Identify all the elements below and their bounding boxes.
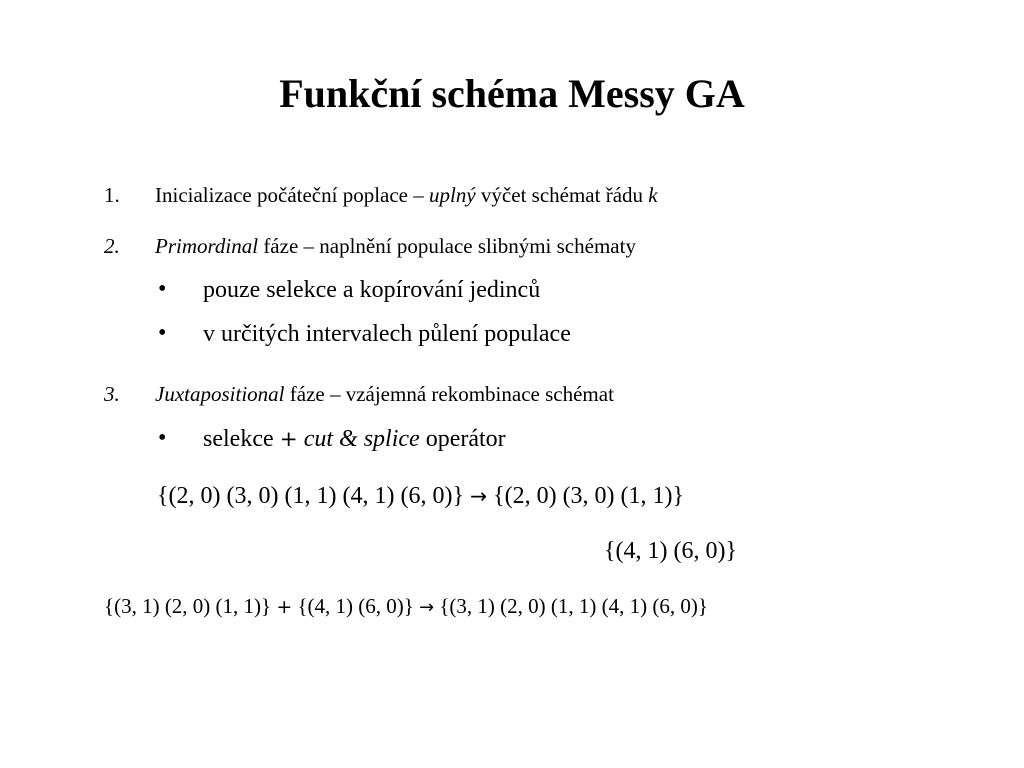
item-1-text-b: uplný [429,183,476,207]
formula-3-c: {(3, 1) (2, 0) (1, 1) (4, 1) (6, 0)} [434,594,708,618]
item-2-text [155,234,636,259]
bullet-item [203,425,506,454]
formula-1-left: {(2, 0) (3, 0) (1, 1) (4, 1) (6, 0)} [157,483,470,509]
item-number-1: 1. [104,183,120,207]
slide-title: Funkční schéma Messy GA [279,71,745,116]
bullet-marker: • [158,320,167,346]
bullet-text-a: selekce [203,426,280,452]
formula-3-a: {(3, 1) (2, 0) (1, 1)} [104,594,277,618]
item-1-text-a: Inicializace počáteční poplace – [155,183,430,207]
item-1-text-c: výčet schémat řádu [475,183,649,207]
plus-operator: + [279,427,298,452]
formula-2: {(4, 1) (6, 0)} [604,538,738,564]
item-3-text [155,382,614,407]
item-2-text-a: Primordinal [155,234,259,258]
arrow-icon: → [469,484,488,508]
bullet-marker: • [158,276,167,302]
item-1-text [155,183,658,208]
plus-operator: + [276,596,293,618]
item-number-2: 2. [104,234,120,258]
bullet-item: pouze selekce a kopírování jedinců [203,277,541,303]
item-3-text-b: fáze – vzájemná rekombinace schémat [284,382,614,406]
bullet-text-c: operátor [419,426,506,452]
item-3-text-a: Juxtapositional [155,382,285,406]
item-1-text-d: k [648,183,658,207]
bullet-marker: • [158,425,167,451]
formula-3-b: {(4, 1) (6, 0)} [292,594,420,618]
formula-1 [157,482,684,511]
item-number-3: 3. [104,382,120,406]
item-2-text-b: fáze – naplnění populace slibnými schématy [258,234,636,258]
arrow-icon: → [419,597,435,618]
bullet-text-b: cut & splice [297,426,420,452]
formula-3 [104,594,708,619]
formula-1-right: {(2, 0) (3, 0) (1, 1)} [487,483,685,509]
bullet-item: v určitých intervalech půlení populace [203,321,571,347]
